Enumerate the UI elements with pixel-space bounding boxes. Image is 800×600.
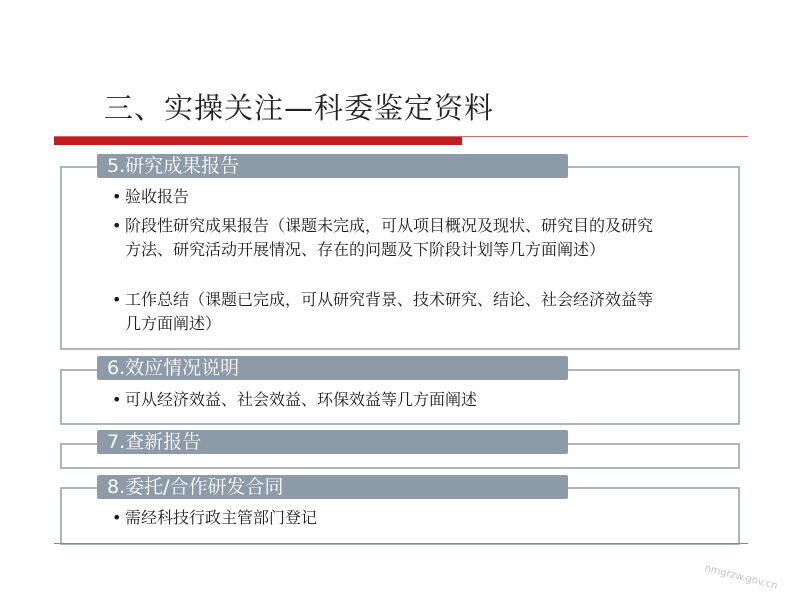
bullet-text: 验收报告 <box>125 187 190 206</box>
bullet-dot: • <box>112 290 122 309</box>
bullet-dot: • <box>112 187 122 206</box>
bullet-text: 工作总结（课题已完成，可从研究背景、技术研究、结论、社会经济效益等几方面阐述） <box>125 290 654 333</box>
slide-title: 三、实操关注—科委鉴定资料 <box>104 91 495 125</box>
bullet-text: 阶段性研究成果报告（课题未完成，可从项目概况及现状、研究目的及研究方法、研究活动开展情况、存在的问题及下阶段计划等几方面阐述） <box>125 216 654 259</box>
bullet-item <box>112 186 672 208</box>
bullet-text: 可从经济效益、社会效益、环保效益等几方面阐述 <box>125 390 478 409</box>
bullet-dot: • <box>112 390 122 409</box>
bullet-item <box>112 214 667 262</box>
watermark: nmgrzw.gov.cn <box>703 563 779 592</box>
accent-bar <box>54 137 462 145</box>
bullet-item <box>112 507 672 529</box>
section-7-heading: 7.查新报告 <box>97 430 568 454</box>
bullet-text: 需经科技行政主管部门登记 <box>125 508 318 527</box>
bullet-item <box>112 389 672 411</box>
footer-line <box>54 543 748 544</box>
bullet-dot: • <box>112 216 122 235</box>
section-6-heading: 6.效应情况说明 <box>97 356 568 380</box>
section-5-heading: 5.研究成果报告 <box>97 154 568 178</box>
section-8-heading: 8.委托/合作研发合同 <box>97 475 568 499</box>
bullet-item <box>112 288 667 336</box>
bullet-dot: • <box>112 508 122 527</box>
